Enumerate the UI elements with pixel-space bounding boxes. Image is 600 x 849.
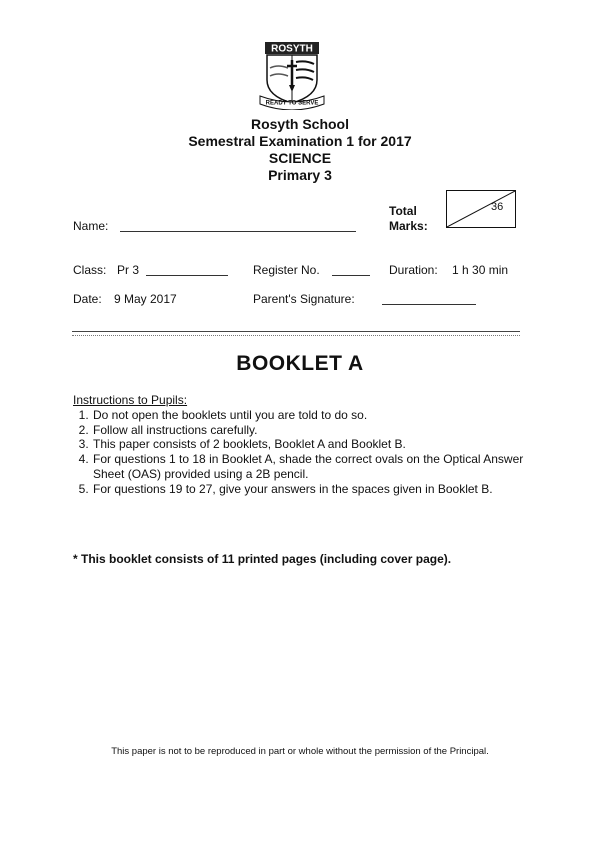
level-title: Primary 3 <box>268 167 332 183</box>
date-value: 9 May 2017 <box>114 292 177 306</box>
instruction-item: 2. Follow all instructions carefully. <box>92 423 533 438</box>
diagonal-line-icon <box>447 191 515 227</box>
page-count-note: * This booklet consists of 11 printed pages (including cover page). <box>73 552 452 566</box>
instruction-item: 1. Do not open the booklets until you are told to do so. <box>92 408 533 423</box>
crest-motto-text: READY TO SERVE <box>265 100 319 107</box>
total-marks-label <box>389 204 428 234</box>
class-value: Pr 3 <box>117 263 140 277</box>
instruction-item: 4. For questions 1 to 18 in Booklet A, shade the correct ovals on the Optical Answer Sheet (OAS) provided using a 2B pencil. <box>92 452 533 482</box>
instruction-item: 5. For questions 19 to 27, give your answers in the spaces given in Booklet B. <box>92 482 533 497</box>
name-label: Name: <box>73 219 109 233</box>
school-header <box>0 116 600 184</box>
total-marks-box <box>446 190 516 228</box>
signature-label: Parent's Signature: <box>253 292 355 306</box>
crest-banner-text: ROSYTH <box>271 43 313 55</box>
subject-title: SCIENCE <box>268 150 332 166</box>
duration-value: 1 h 30 min <box>452 263 509 277</box>
duration-label: Duration: <box>389 263 438 277</box>
class-line <box>146 275 228 276</box>
signature-line <box>382 304 476 305</box>
exam-title: Semestral Examination 1 for 2017 <box>188 133 412 149</box>
instruction-item: 3. This paper consists of 2 booklets, Booklet A and Booklet B. <box>92 437 533 452</box>
copyright-footer: This paper is not to be reproduced in part or whole without the permission of the Principal. <box>111 746 489 757</box>
separator-line-bottom <box>72 335 520 336</box>
class-label: Class: <box>73 263 107 277</box>
instructions-heading: Instructions to Pupils: <box>73 393 188 407</box>
total-marks-value: 36 <box>491 201 504 213</box>
school-name: Rosyth School <box>250 116 349 132</box>
school-crest-icon <box>258 40 326 110</box>
date-label: Date: <box>73 292 102 306</box>
register-line <box>332 275 370 276</box>
booklet-title: BOOKLET A <box>236 352 364 375</box>
school-crest <box>258 40 326 110</box>
name-line <box>120 231 356 232</box>
total-marks-label-line1: Total <box>389 204 417 218</box>
separator-line-top <box>72 331 520 332</box>
register-label: Register No. <box>253 263 320 277</box>
total-marks-label-line2: Marks: <box>389 219 428 233</box>
instructions-list <box>73 408 533 497</box>
instructions <box>73 393 533 497</box>
